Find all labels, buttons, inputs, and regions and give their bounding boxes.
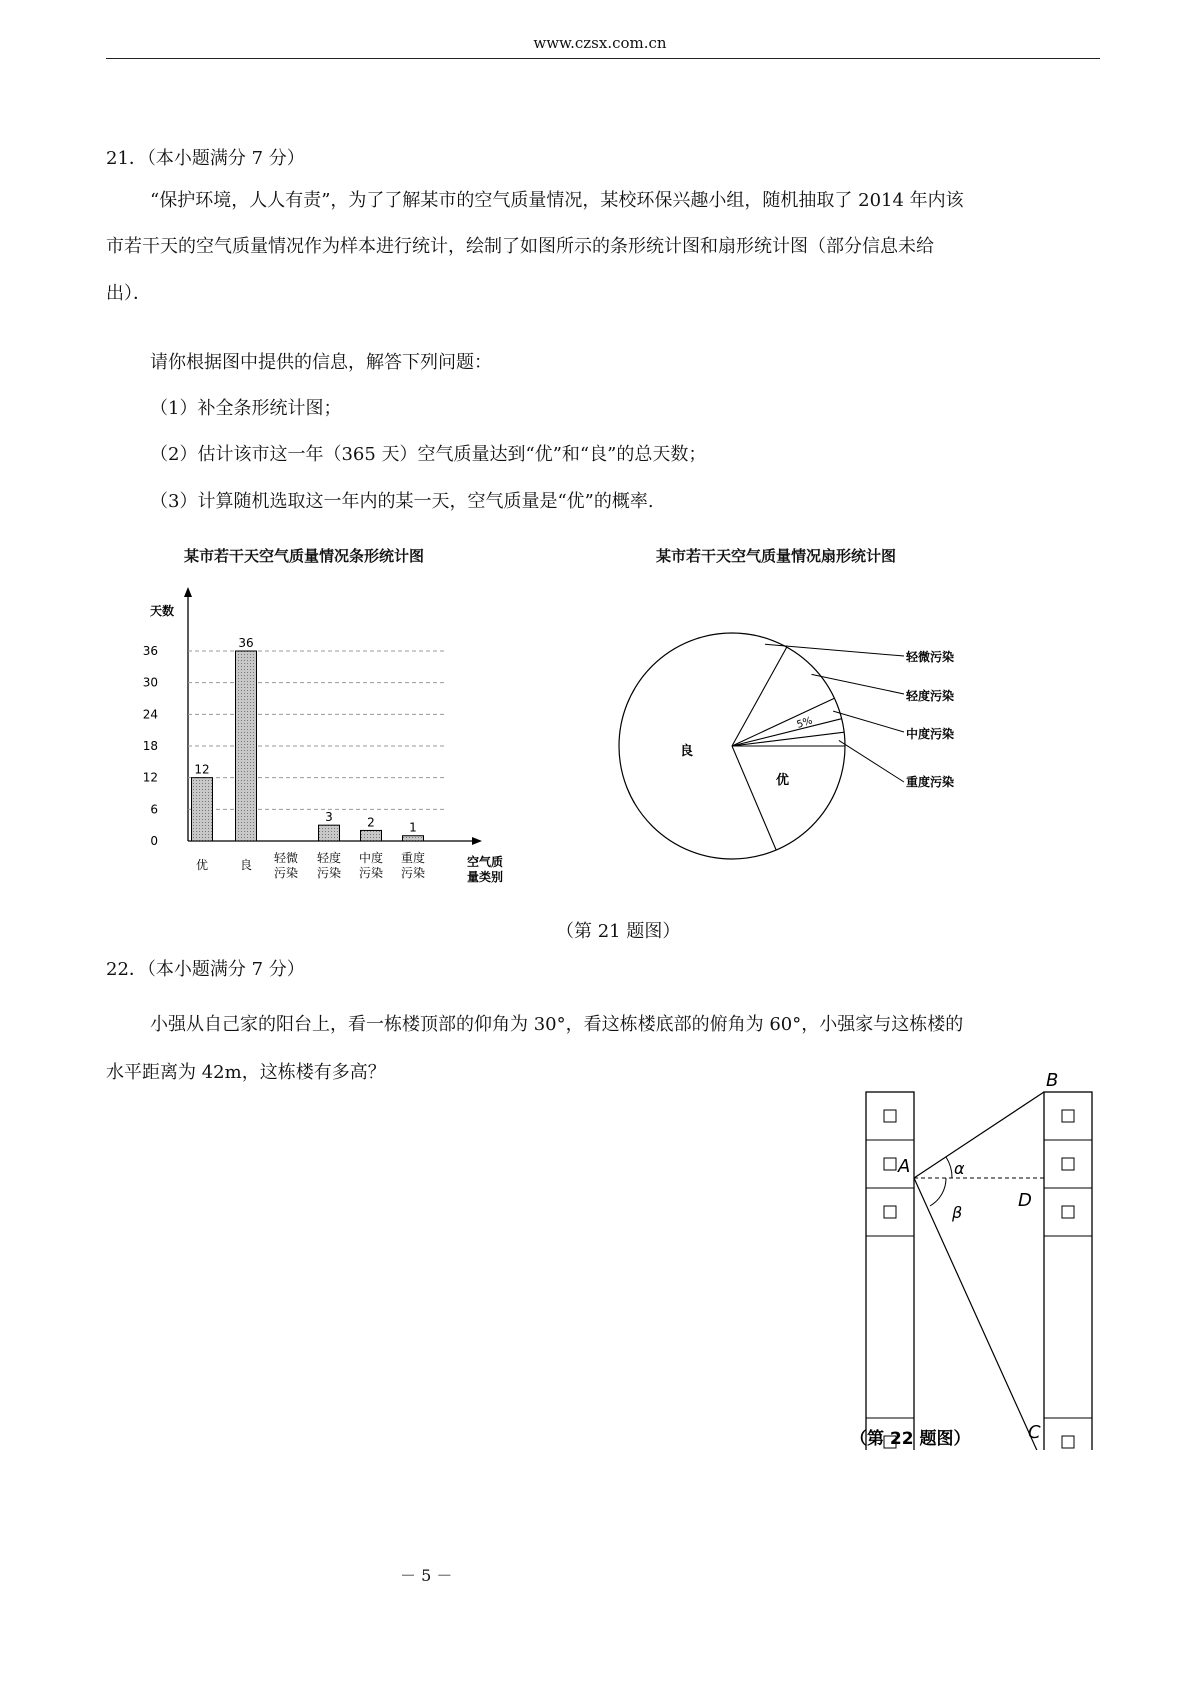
pie-label-liang: 良 [680,744,694,759]
bar [236,651,257,841]
q21-figure-caption: （第 21 题图） [556,921,681,942]
pie-chart-title: 某市若干天空气质量情况扇形统计图 [656,547,897,565]
site-header: www.czsx.com.cn [533,34,667,52]
q21-paragraph-line3: 出）． [106,283,151,304]
page-number: － 5 － [400,1566,453,1585]
x-tick-label: 污染 [358,866,384,880]
x-tick-label: 中度 [358,851,384,865]
point-a-label: A [898,1156,911,1177]
pie-angle-annotation: 5% [795,715,815,731]
y-tick-label: 24 [142,707,158,722]
bar [403,836,424,841]
y-tick-label: 0 [150,834,158,848]
bar-value-label: 12 [194,762,210,777]
q21-paragraph-line2: 市若干天的空气质量情况作为样本进行统计，绘制了如图所示的条形统计图和扇形统计图（部分信息未给 [106,236,934,257]
sight-line-ab [914,1092,1044,1178]
x-axis-label-line1: 空气质 [466,855,504,869]
x-tick-label: 重度 [400,851,426,865]
q22-title: 22．（本小题满分 7 分） [106,959,305,980]
q21-prompt: 请你根据图中提供的信息，解答下列问题： [150,352,492,373]
q22-figure-caption: （第 22 题图） [850,1429,971,1449]
x-axis-label-line2: 量类别 [466,870,504,884]
angle-alpha-label: α [954,1159,965,1178]
y-tick-label: 12 [142,770,158,785]
y-tick-label: 30 [142,675,158,690]
pie-leader-line [839,740,904,782]
pie-label-severe-pollution: 重度污染 [906,775,955,789]
bar-value-label: 1 [409,820,417,835]
x-tick-label: 优 [195,858,209,872]
pie-label-mild-pollution: 轻度污染 [906,689,955,703]
bar-chart-title: 某市若干天空气质量情况条形统计图 [184,547,425,565]
sight-line-ac [914,1178,1044,1450]
bar-chart [130,585,550,885]
q21-title: 21．（本小题满分 7 分） [106,148,305,169]
pie-label-light-pollution: 轻微污染 [906,650,955,664]
point-d-label: D [1018,1190,1032,1211]
q21-item-1: （1）补全条形统计图； [150,398,342,419]
bar-value-label: 36 [238,636,254,650]
y-axis-arrow-icon [184,587,192,597]
x-axis-arrow-icon [472,837,482,845]
point-c-label: C [1028,1422,1041,1443]
angle-beta-arc [930,1178,946,1206]
x-tick-label: 轻微 [273,851,299,865]
x-tick-label: 污染 [400,866,426,880]
x-tick-label: 良 [239,858,253,872]
q21-item-2: （2）估计该市这一年（365 天）空气质量达到“优”和“良”的总天数； [150,444,707,465]
x-tick-label: 污染 [273,866,299,880]
y-axis-label: 天数 [150,604,175,618]
header-divider [106,58,1100,59]
bar [319,825,340,841]
pie-label-moderate-pollution: 中度污染 [906,727,955,741]
bar [192,778,213,841]
bar-value-label: 2 [367,815,375,830]
x-tick-label: 污染 [316,866,342,880]
point-b-label: B [1046,1070,1059,1091]
q22-paragraph-line2: 水平距离为 42m，这栋楼有多高？ [106,1062,386,1083]
bar [361,830,382,841]
y-tick-label: 18 [142,739,158,753]
y-tick-label: 6 [150,802,158,817]
y-tick-label: 36 [142,644,158,658]
angle-beta-label: β [952,1203,963,1222]
q22-paragraph-line1: 小强从自己家的阳台上，看一栋楼顶部的仰角为 30°，看这栋楼底部的俯角为 60°，小强家与这栋楼的 [150,1014,964,1035]
angle-alpha-arc [946,1157,952,1178]
building-diagram [850,1060,1130,1450]
x-tick-label: 轻度 [316,851,342,865]
bar-value-label: 3 [325,810,333,825]
left-building [866,1092,914,1450]
right-building [1044,1092,1092,1450]
pie-chart [600,620,980,880]
pie-label-you: 优 [776,773,790,788]
q21-item-3: （3）计算随机选取这一年内的某一天，空气质量是“优”的概率. [150,491,654,512]
q21-paragraph-line1: “保护环境，人人有责”，为了了解某市的空气质量情况，某校环保兴趣小组，随机抽取了 2014 年内该 [150,190,964,211]
